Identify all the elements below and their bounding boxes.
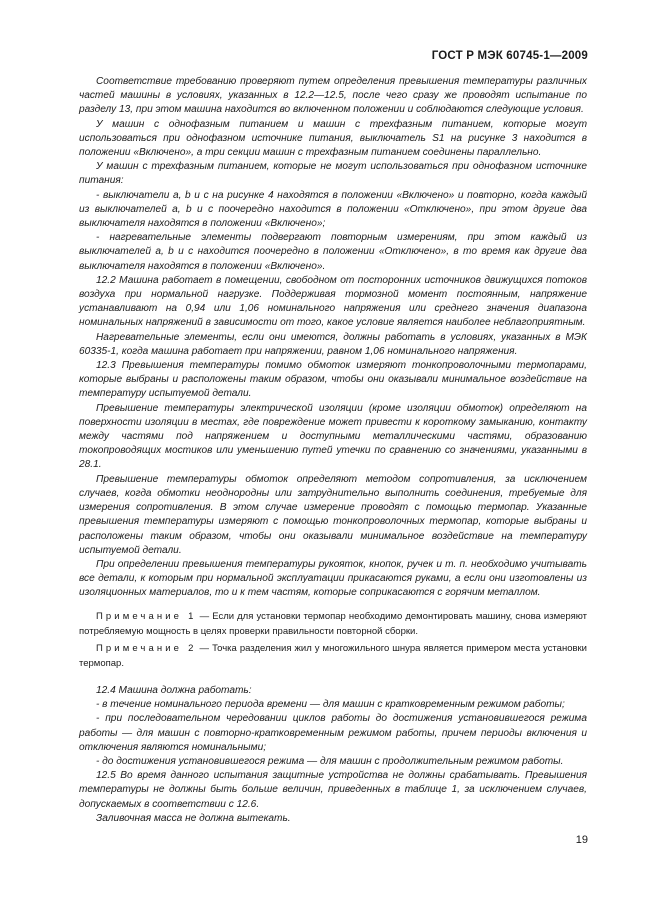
list-item: - выключатели a, b и c на рисунке 4 находятся в положении «Включено» и повторно, когда каждый из выключателей a, b и c поочередно находится в положении «Отключено», при этом другие два выключателя находятся в положении «Включено»; (79, 189, 587, 230)
paragraph: Превышение температуры электрической изоляции (кроме изоляции обмоток) определяют на поверхности изоляции в местах, где повреждение может привести к короткому замыканию, контакту между частями под напряжением и доступными металлическими частями, образованию токопроводящих мостиков или уменьшению путей утечки по сравнению со значениями, указанными в 28.1. (79, 402, 587, 471)
paragraph-12-3: 12.3 Превышения температуры помимо обмоток измеряют тонкопроволочными термопарами, которые выбраны и расположены таким образом, чтобы они оказывали минимальное воздействие на температуру испытуемой детали. (79, 360, 587, 400)
paragraph: Соответствие требованию проверяют путем определения превышения температуры различных частей машины в условиях, указанных в 12.2—12.5, после чего сразу же проводят испытание по разделу 13, при этом машина находится во включенном положении и соблюдаются следующие условия. (79, 76, 587, 116)
paragraph-12-5: 12.5 Во время данного испытания защитные устройства не должны срабатывать. Превышения температуры не должны быть больше величин, приведенных в таблице 1, за исключением случаев, допускаемых в соответствии с 12.6. (79, 770, 587, 810)
paragraph: У машин с трехфазным питанием, которые не могут использоваться при однофазном источнике питания: (79, 161, 587, 187)
paragraph: Нагревательные элементы, если они имеются, должны работать в условиях, указанных в МЭК 60335-1, когда машина работает при напряжении, равном 1,06 номинального напряжения. (79, 331, 587, 357)
list-item: - в течение номинального периода времени — для машин с кратковременным режимом работы; (96, 699, 565, 711)
section-12-4-12-5 (79, 684, 587, 826)
note-text: — Точка разделения жил у многожильного шнура является примером места установки термопар. (79, 643, 587, 669)
paragraph: У машин с однофазным питанием и машин с трехфазным питанием, которые могут использоваться при однофазном источнике питания, выключатель S1 на рисунке 3 находится в положении «Включено», а три секции машин с трехфазным питанием соединены параллельно. (79, 118, 587, 159)
note-2 (79, 642, 587, 671)
standard-header: ГОСТ Р МЭК 60745-1—2009 (431, 50, 588, 62)
paragraph: При определении превышения температуры рукояток, кнопок, ручек и т. п. необходимо учитывать все детали, к которым при нормальной эксплуатации прикасаются руками, а если они изготовлены из изоляционных материалов, то и к тем частям, которые соприкасаются с горячим металлом. (79, 558, 587, 599)
page-number: 19 (575, 834, 588, 846)
note-label: Примечание 1 (96, 611, 197, 622)
list-item: - до достижения установившегося режима — для машин с продолжительным режимом работы. (96, 756, 564, 768)
paragraph-12-4: 12.4 Машина должна работать: (96, 685, 252, 696)
note-text: — Если для установки термопар необходимо демонтировать машину, снова измеряют потребляемую мощность в целях проверки правильности повторной сборки. (79, 611, 587, 637)
main-text-block (79, 75, 587, 601)
paragraph: Заливочная масса не должна вытекать. (96, 812, 291, 824)
paragraph-12-2: 12.2 Машина работает в помещении, свободном от посторонних источников движущихся потоков воздуха при нормальной нагрузке. Поддерживая тормозной момент постоянным, напряжение устанавливают на 0,94 или 1,06 номинального напряжения или среднего значения диапазона номинальных напряжений в зависимости от того, какое условие является наиболее неблагоприятным. (79, 274, 587, 329)
list-item: - нагревательные элементы подвергают повторным измерениям, при этом каждый из выключателей a, b и c находится поочередно в положении «Отключено», в то время как другие два выключателя находятся в положении «Включено». (79, 232, 587, 272)
paragraph: Превышение температуры обмоток определяют методом сопротивления, за исключением случаев, когда обмотки неоднородны или затруднительно выполнить соединения, требуемые для измерения сопротивления. В этом случае измерение проводят с помощью термопар. Указанные превышения температуры измеряют с помощью тонкопроволочных термопар, которые выбраны и расположены таким образом, чтобы они оказывали минимальное воздействие на температуру испытуемой детали. (79, 473, 587, 556)
note-label: Примечание 2 (96, 643, 197, 654)
list-item: - при последовательном чередовании циклов работы до достижения установившегося режима работы — для машин с повторно-кратковременным режимом работы, причем периоды включения и отключения являются номинальными; (79, 713, 587, 753)
note-1 (79, 610, 587, 639)
